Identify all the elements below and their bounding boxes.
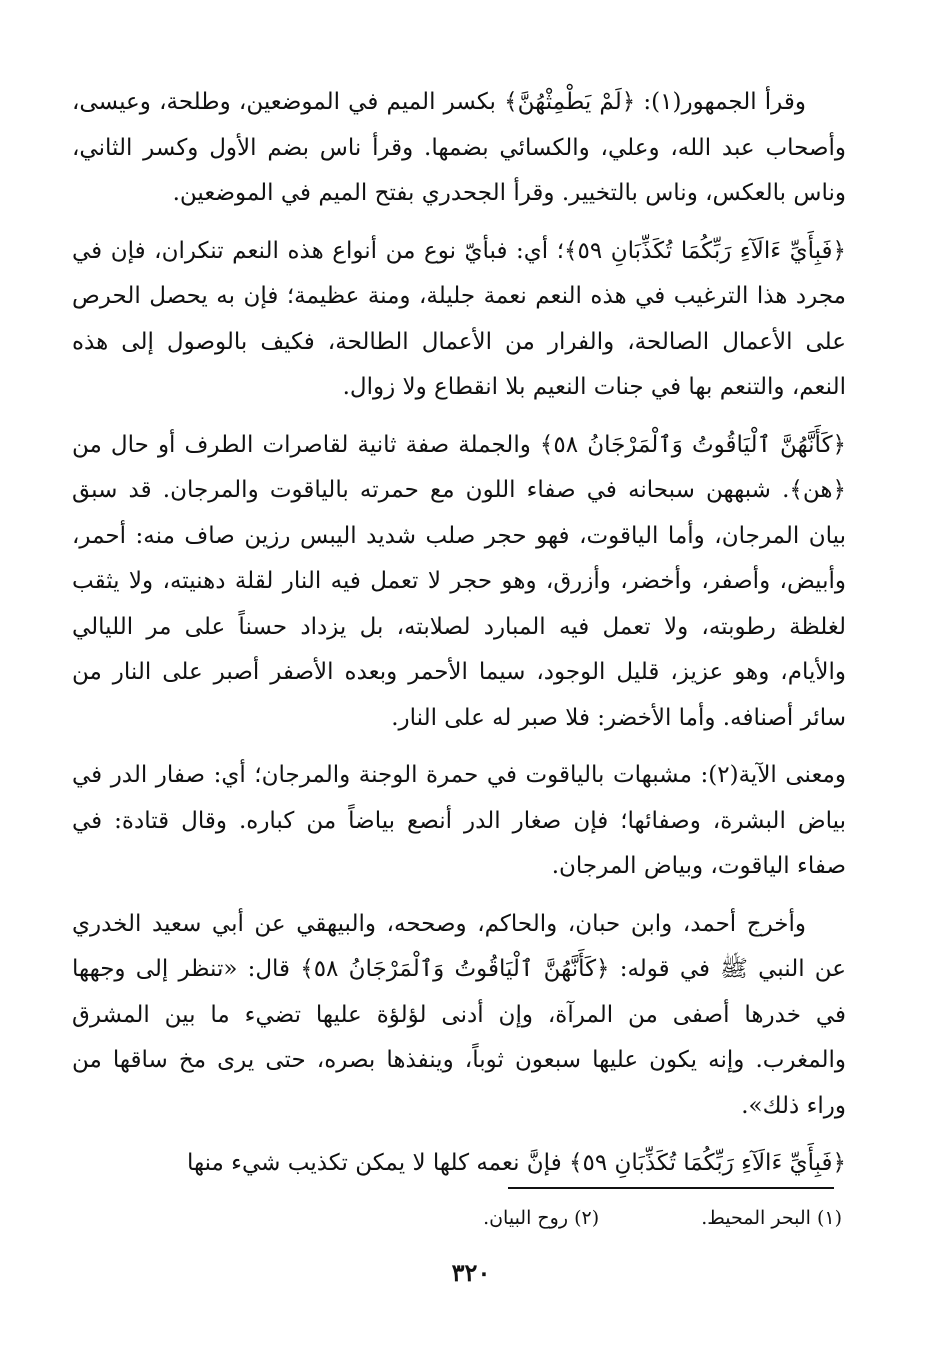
paragraph-yaqut: ﴿كَأَنَّهُنَّ ٱلْيَاقُوتُ وَٱلْمَرْجَانُ ٥٨﴾ والجملة صفة ثانية لقاصرات الطرف أو حال من ﴿هن﴾. شبههن سبحانه في صفاء اللون مع حمرته بالياقوت والمرجان. قد سبق بيان المرجان، وأما الياقوت، فهو حجر صلب شديد اليبس رزين صاف منه: أحمر، وأبيض، وأصفر، وأخضر، وأزرق، وهو حجر لا تعمل فيه النار لقلة دهنيته، ولا يثقب لغلظة رطوبته، ولا تعمل فيه المبارد لصلابته، بل يزداد حسناً على مر الليالي والأيام، وهو عزيز، قليل الوجود، سيما الأحمر وبعده الأصفر أصبر على النار من سائر أصنافه. وأما الأخضر: فلا صبر له على النار.: [72, 431, 846, 731]
paragraph-qiraat: وقرأ الجمهور(١): ﴿لَمْ يَطْمِثْهُنَّ﴾ بكسر الميم في الموضعين، وطلحة، وعيسى، وأصحاب عبد الله، وعلي، والكسائي بضمها. وقرأ ناس بضم الأول وكسر الثاني، وناس بالعكس، وناس بالتخيير. وقرأ الجحدري بفتح الميم في الموضعين.: [72, 89, 846, 206]
page-number: ٣٢٠: [451, 1258, 491, 1287]
footnotes: [200, 1203, 842, 1233]
footnote-1: (١) البحر المحيط.: [701, 1207, 842, 1229]
paragraph-meaning: ومعنى الآية(٢): مشبهات بالياقوت في حمرة الوجنة والمرجان؛ أي: صفار الدر في بياض البشرة، وصفائها؛ فإن صغار الدر أنصع بياضاً من كباره. وقال قتادة: في صفاء الياقوت، وبياض المرجان.: [72, 762, 846, 879]
paragraph-fabiayyi-1: ﴿فَبِأَيِّ ءَالَآءِ رَبِّكُمَا تُكَذِّبَانِ ٥٩﴾؛ أي: فبأيّ نوع من أنواع هذه النعم تنكران، فإن في مجرد هذا الترغيب في هذه النعم نعمة جليلة، ومنة عظيمة؛ فإن به يحصل الحرص على الأعمال الصالحة، والفرار من الأعمال الطالحة، فكيف بالوصول إلى هذه النعم، والتنعم بها في جنات النعيم بلا انقطاع ولا زوال.: [72, 237, 846, 400]
footnote-divider: [508, 1187, 834, 1189]
main-text: [72, 80, 846, 1199]
paragraph-fabiayyi-2: ﴿فَبِأَيِّ ءَالَآءِ رَبِّكُمَا تُكَذِّبَانِ ٥٩﴾ فإنَّ نعمه كلها لا يمكن تكذيب شيء منها: [187, 1150, 846, 1176]
paragraph-hadith: وأخرج أحمد، وابن حبان، والحاكم، وصححه، والبيهقي عن أبي سعيد الخدري عن النبي ﷺ في قوله: ﴿كَأَنَّهُنَّ ٱلْيَاقُوتُ وَٱلْمَرْجَانُ ٥٨﴾ قال: «تنظر إلى وجهها في خدرها أصفى من المرآة، وإن أدنى لؤلؤة عليها تضيء ما بين المشرق والمغرب. وإنه يكون عليها سبعون ثوباً، وينفذها بصره، حتى يرى مخ ساقها من وراء ذلك».: [72, 910, 846, 1119]
footnote-2: (٢) روح البيان.: [483, 1207, 600, 1229]
